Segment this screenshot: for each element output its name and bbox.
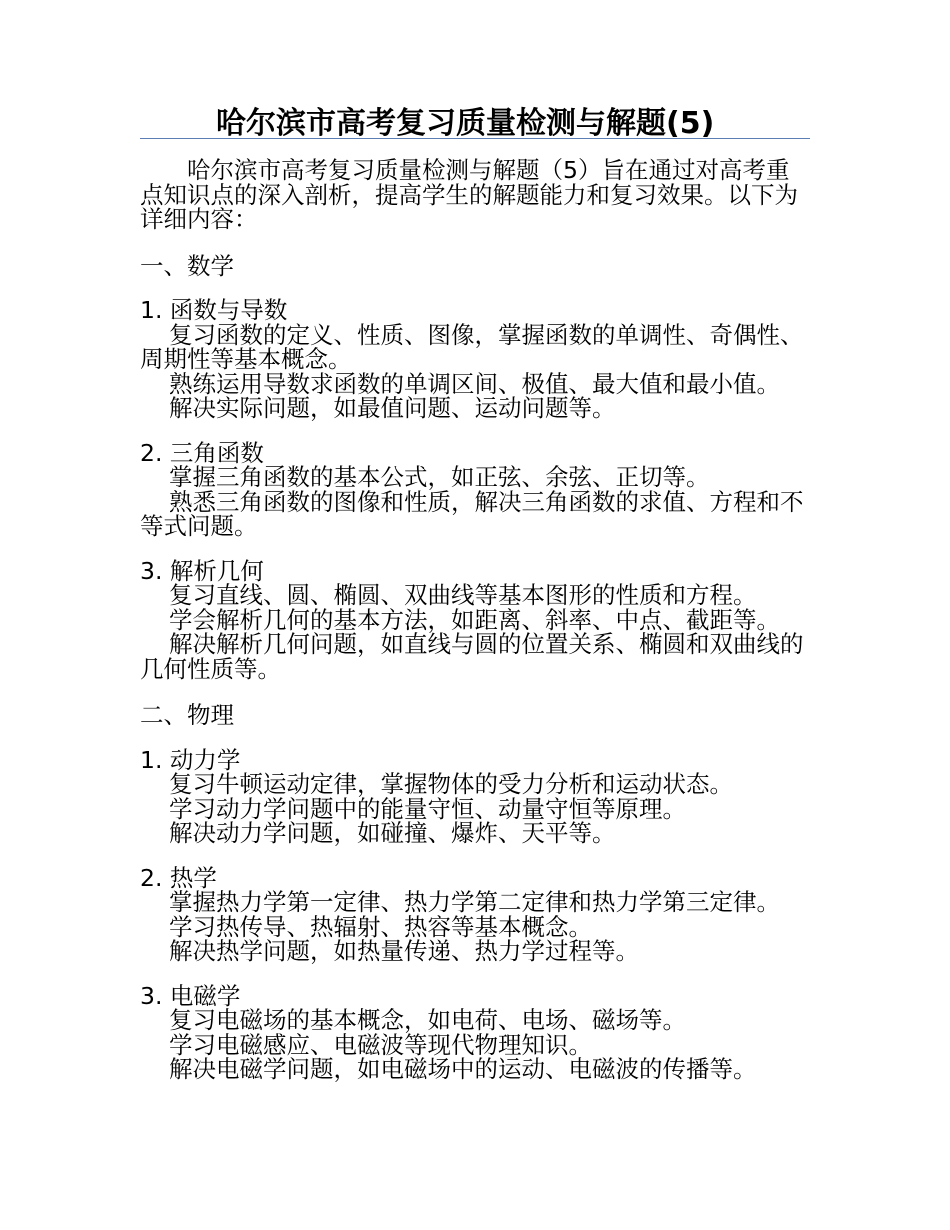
subsection-heading: 1. 动力学 <box>140 745 241 774</box>
intro-paragraph: 哈尔滨市高考复习质量检测与解题（5）旨在通过对高考重点知识点的深入剖析，提高学生的解题能力和复习效果。以下为详细内容： <box>140 156 798 233</box>
subsection-heading: 3. 电磁学 <box>140 981 241 1010</box>
list-item: 学习电磁感应、电磁波等现代物理知识。 <box>169 1030 592 1059</box>
list-item: 复习直线、圆、椭圆、双曲线等基本图形的性质和方程。 <box>169 581 757 609</box>
list-item: 解决热学问题，如热量传递、热力学过程等。 <box>169 937 639 965</box>
list-item: 学习热传导、热辐射、热容等基本概念。 <box>169 912 592 941</box>
list-item: 学习动力学问题中的能量守恒、动量守恒等原理。 <box>169 794 686 823</box>
subsection-heading: 2. 热学 <box>140 863 217 892</box>
list-item: 解决电磁学问题，如电磁场中的运动、电磁波的传播等。 <box>169 1055 757 1083</box>
subsection-heading: 1. 函数与导数 <box>140 296 288 324</box>
section-heading-physics: 二、物理 <box>140 701 234 729</box>
title-underline <box>140 138 810 139</box>
list-item: 掌握热力学第一定律、热力学第二定律和热力学第三定律。 <box>169 888 780 916</box>
subsection-heading: 3. 解析几何 <box>140 556 264 585</box>
subsection-heading: 2. 三角函数 <box>140 438 264 467</box>
list-item: 解决实际问题，如最值问题、运动问题等。 <box>169 394 616 422</box>
document-body <box>140 158 812 1082</box>
list-item: 复习牛顿运动定律，掌握物体的受力分析和运动状态。 <box>169 770 733 798</box>
list-item: 掌握三角函数的基本公式，如正弦、余弦、正切等。 <box>169 463 710 491</box>
list-item: 复习函数的定义、性质、图像，掌握函数的单调性、奇偶性、周期性等基本概念。 <box>140 320 804 373</box>
list-item: 解决解析几何问题，如直线与圆的位置关系、椭圆和双曲线的几何性质等。 <box>140 630 804 683</box>
list-item: 熟悉三角函数的图像和性质，解决三角函数的求值、方程和不等式问题。 <box>140 487 804 540</box>
section-heading-math: 一、数学 <box>140 251 234 280</box>
list-item: 熟练运用导数求函数的单调区间、极值、最大值和最小值。 <box>169 369 780 398</box>
document-title: 哈尔滨市高考复习质量检测与解题(5) <box>216 106 715 141</box>
list-item: 复习电磁场的基本概念，如电荷、电场、磁场等。 <box>169 1006 686 1034</box>
list-item: 解决动力学问题，如碰撞、爆炸、天平等。 <box>169 819 616 847</box>
list-item: 学会解析几何的基本方法，如距离、斜率、中点、截距等。 <box>169 605 780 634</box>
